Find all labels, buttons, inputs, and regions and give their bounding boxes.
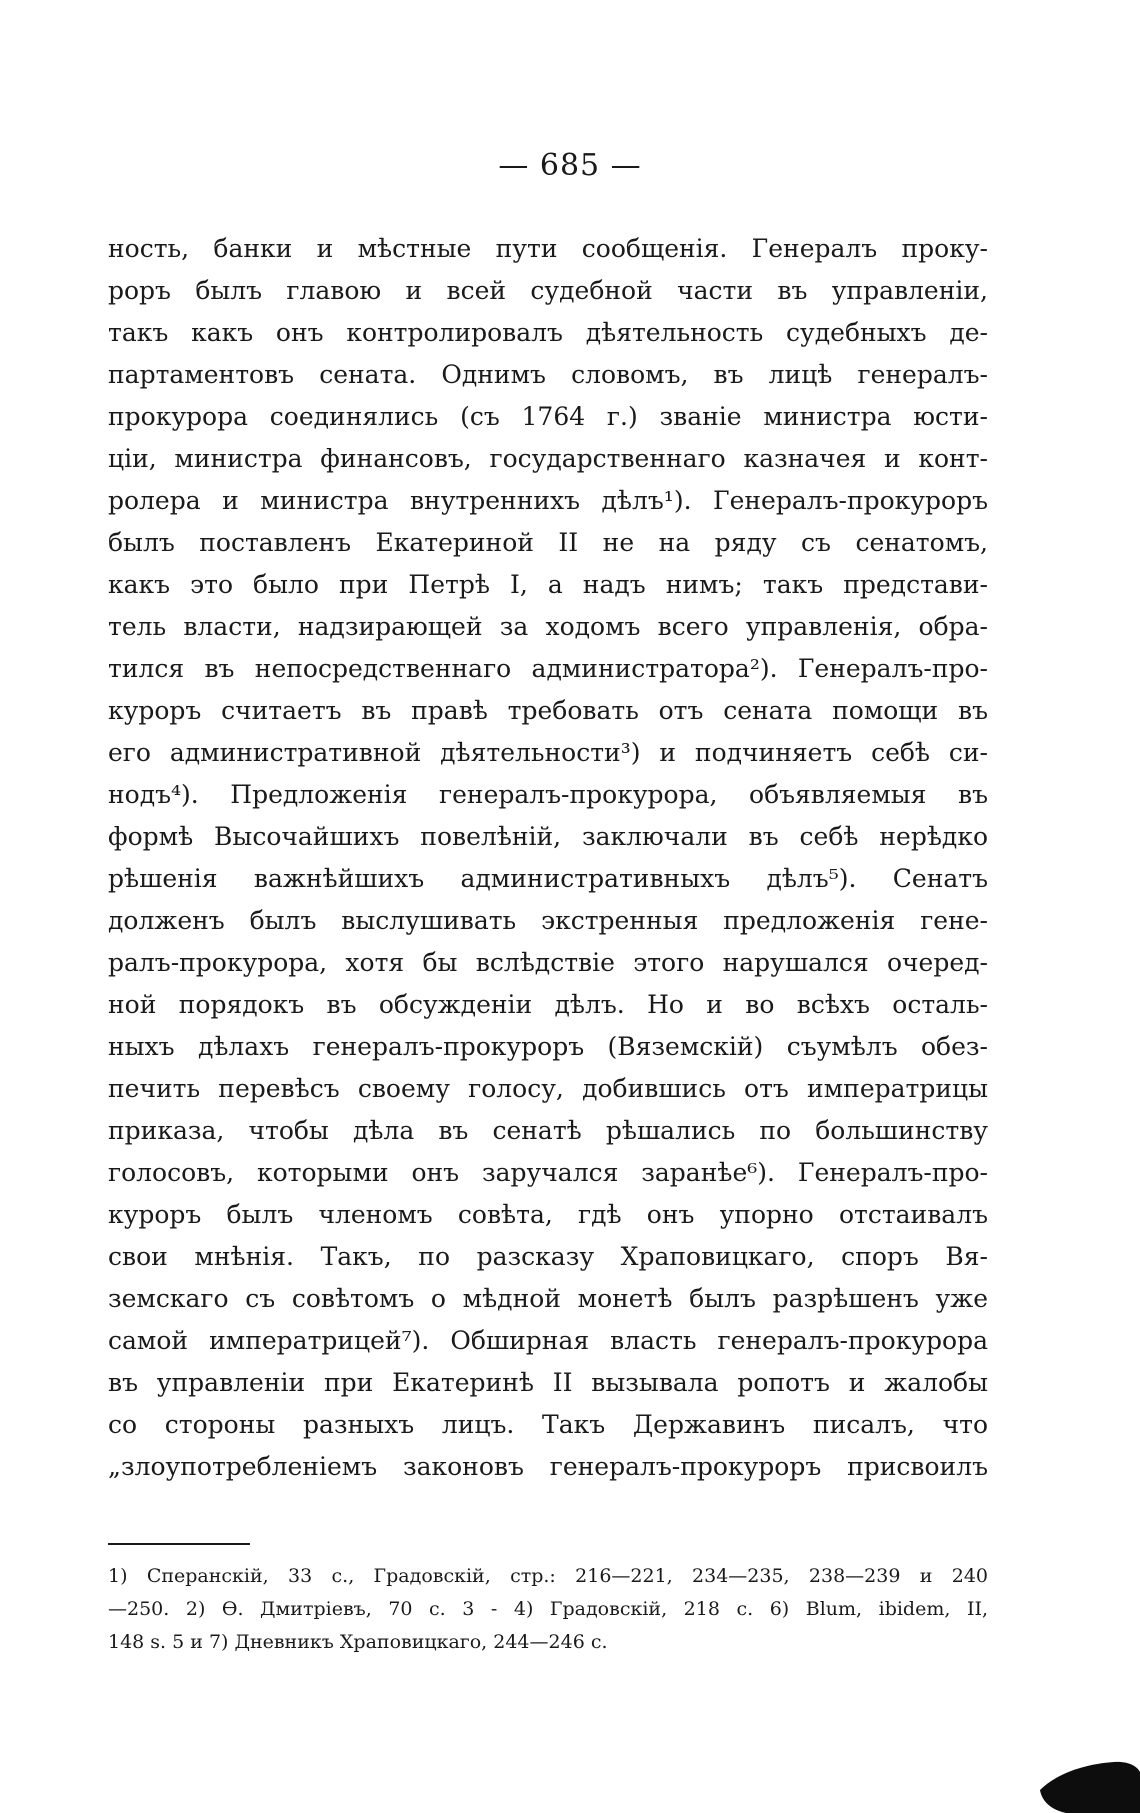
footnote-line: 148 s. 5 и 7) Дневникъ Храповицкаго, 244—246 с. (108, 1631, 608, 1653)
text-line: приказа, чтобы дѣла въ сенатѣ рѣшались по большинству (108, 1116, 988, 1145)
text-line: какъ это было при Петрѣ I, а надъ нимъ; такъ представи- (108, 570, 988, 599)
text-line: ролера и министра внутреннихъ дѣлъ¹). Генералъ-прокуроръ (108, 486, 988, 515)
text-line: голосовъ, которыми онъ заручался заранѣе⁶). Генералъ-про- (108, 1158, 988, 1187)
text-line: ность, банки и мѣстные пути сообщенія. Генералъ проку- (108, 234, 988, 263)
text-line: куроръ былъ членомъ совѣта, гдѣ онъ упорно отстаивалъ (108, 1200, 988, 1229)
footnote-line: —250. 2) Ѳ. Дмитріевъ, 70 с. 3 - 4) Градовскій, 218 с. 6) Blum, ibidem, II, (108, 1598, 988, 1620)
text-line: формѣ Высочайшихъ повелѣній, заключали въ себѣ нерѣдко (108, 822, 988, 851)
text-line: роръ былъ главою и всей судебной части въ управленіи, (108, 276, 988, 305)
text-line: земскаго съ совѣтомъ о мѣдной монетѣ былъ разрѣшенъ уже (108, 1284, 988, 1313)
text-line: самой императрицей⁷). Обширная власть генералъ-прокурора (108, 1326, 988, 1355)
text-line: въ управленіи при Екатеринѣ II вызывала ропотъ и жалобы (108, 1368, 988, 1397)
body-text (108, 228, 988, 1488)
text-line: тель власти, надзирающей за ходомъ всего управленія, обра- (108, 612, 988, 641)
footnote-divider (108, 1543, 250, 1545)
text-line: со стороны разныхъ лицъ. Такъ Державинъ писалъ, что (108, 1410, 988, 1439)
ink-smudge-mark (1036, 1752, 1140, 1813)
text-line: партаментовъ сената. Однимъ словомъ, въ лицѣ генералъ- (108, 360, 988, 389)
text-line: такъ какъ онъ контролировалъ дѣятельность судебныхъ де- (108, 318, 988, 347)
footnote-line: 1) Сперанскій, 33 с., Градовскій, стр.: 216—221, 234—235, 238—239 и 240 (108, 1565, 988, 1587)
text-line: его административной дѣятельности³) и подчиняетъ себѣ си- (108, 738, 988, 767)
page-number: — 685 — (498, 148, 642, 183)
text-line: ной порядокъ въ обсужденіи дѣлъ. Но и во всѣхъ осталь- (108, 990, 988, 1019)
text-line: прокурора соединялись (съ 1764 г.) званіе министра юсти- (108, 402, 988, 431)
text-line: „злоупотребленіемъ законовъ генералъ-прокуроръ присвоилъ (108, 1452, 988, 1481)
text-line: печить перевѣсъ своему голосу, добившись отъ императрицы (108, 1074, 988, 1103)
text-line: свои мнѣнія. Такъ, по разсказу Храповицкаго, споръ Вя- (108, 1242, 988, 1271)
text-line: былъ поставленъ Екатериной II не на ряду съ сенатомъ, (108, 528, 988, 557)
text-line: рѣшенія важнѣйшихъ административныхъ дѣлъ⁵). Сенатъ (108, 864, 988, 893)
text-line: ныхъ дѣлахъ генералъ-прокуроръ (Вяземскій) съумѣлъ обез- (108, 1032, 988, 1061)
text-line: ралъ-прокурора, хотя бы вслѣдствіе этого нарушался очеред- (108, 948, 988, 977)
text-line: тился въ непосредственнаго администратора²). Генералъ-про- (108, 654, 988, 683)
text-line: ціи, министра финансовъ, государственнаго казначея и конт- (108, 444, 988, 473)
text-line: долженъ былъ выслушивать экстренныя предложенія гене- (108, 906, 988, 935)
footnotes (108, 1560, 988, 1659)
text-line: нодъ⁴). Предложенія генералъ-прокурора, объявляемыя въ (108, 780, 988, 809)
text-line: куроръ считаетъ въ правѣ требовать отъ сената помощи въ (108, 696, 988, 725)
